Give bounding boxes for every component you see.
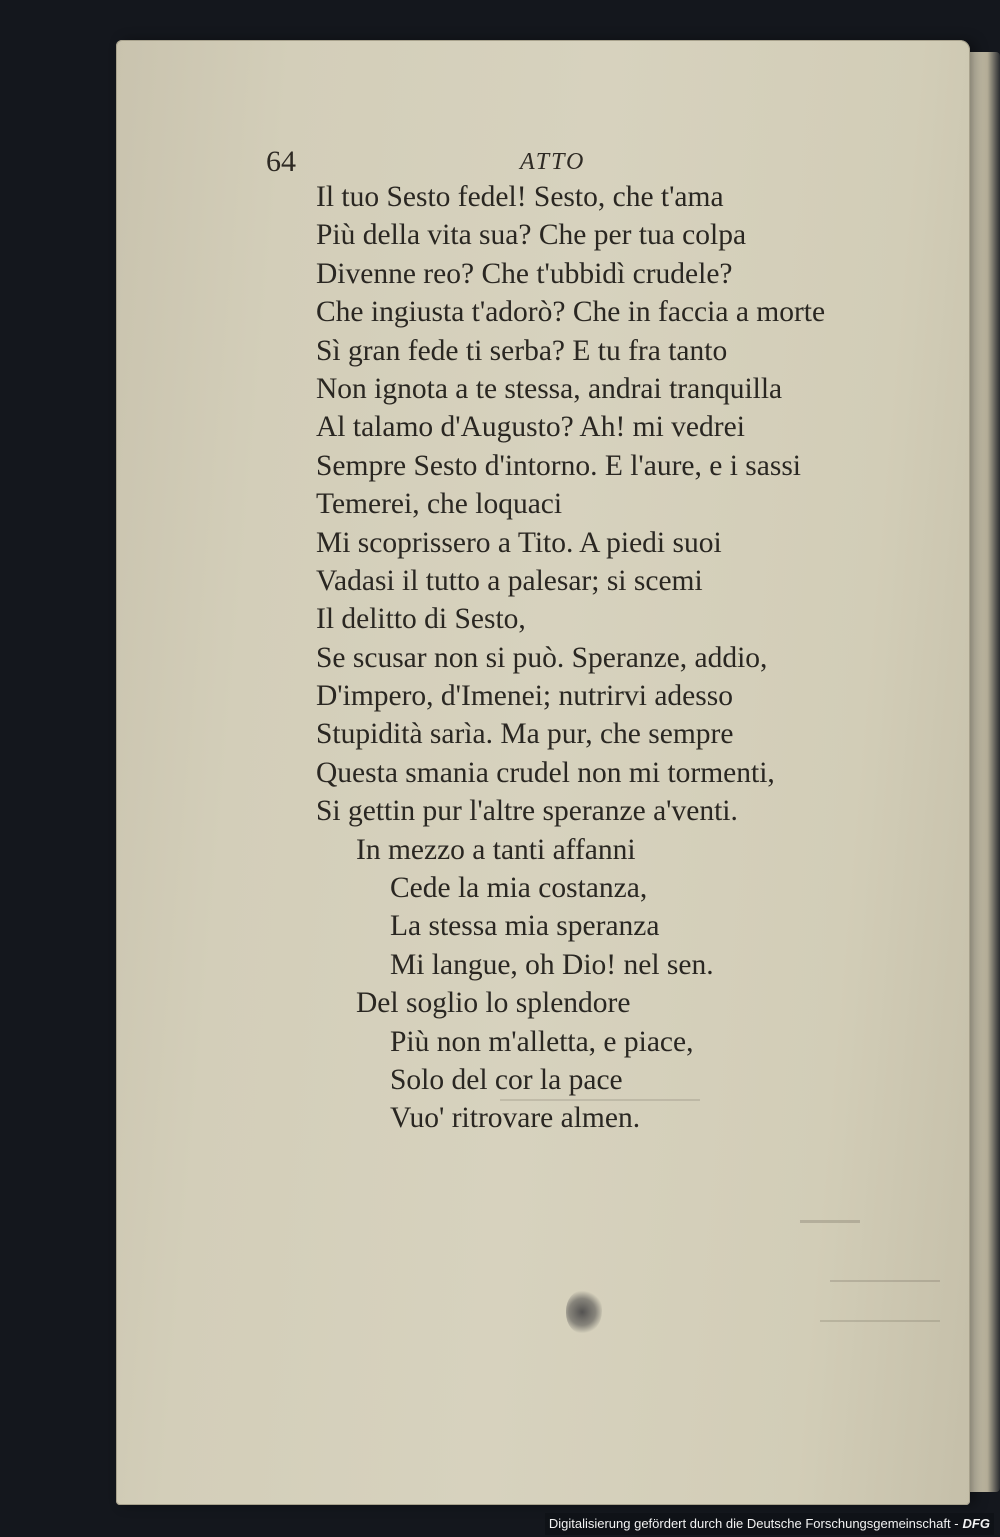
verse-line: Sempre Sesto d'intorno. E l'aure, e i sassi [316,449,802,482]
verse-line: Più della vita sua? Che per tua colpa [316,219,747,252]
verse-line: Il tuo Sesto fedel! Sesto, che t'ama [316,181,724,213]
aria-line: Vuo' ritrovare almen. [390,1102,641,1135]
show-through-mark [830,1260,940,1282]
aria-line: Mi langue, oh Dio! nel sen. [390,948,714,981]
aria-line: La stessa mia speranza [390,910,660,943]
aria-line: Più non m'alletta, e piace, [390,1025,694,1058]
verse-line: Al talamo d'Augusto? Ah! mi vedrei [316,411,745,444]
aria-line: Cede la mia costanza, [390,872,648,905]
verse-line: Questa smania crudel non mi tormenti, [316,756,775,789]
aria-line: Del soglio lo splendore [356,987,631,1020]
verse-line: Non ignota a te stessa, andrai tranquilla [316,372,783,405]
aria-line: Solo del cor la pace [390,1063,623,1096]
running-head [0,142,1000,182]
show-through-mark [820,1300,940,1322]
verse-line: Che ingiusta t'adorò? Che in faccia a morte [316,296,826,329]
verse-line: Mi scoprissero a Tito. A piedi suoi [316,526,722,559]
verse-line: Divenne reo? Che t'ubbidì crudele? [316,257,733,290]
aria-line: In mezzo a tanti affanni [356,833,636,866]
verse-line: Temerei, che loquaci [316,488,563,521]
credit-text: Digitalisierung gefördert durch die Deutsche Forschungsgemeinschaft - [548,1516,959,1531]
verse-line: D'impero, d'Imenei; nutrirvi adesso [316,680,733,713]
verse-line: Si gettin pur l'altre speranze a'venti. [316,795,738,828]
digitization-credit [545,1513,994,1535]
verse-line: Stupidità sarìa. Ma pur, che sempre [316,718,734,751]
verse-line: Sì gran fede ti serba? E tu fra tanto [316,334,728,367]
page-number: 64 [266,145,296,178]
verse-line: Vadasi il tutto a palesar; si scemi [316,564,703,597]
show-through-mark [800,1190,860,1223]
verse-line: Se scusar non si può. Speranze, addio, [316,641,768,674]
poem-text [316,178,946,1138]
running-head-title: ATTO [520,149,586,175]
verse-line: Il delitto di Sesto, [316,603,526,636]
dfg-logo: DFG [962,1516,990,1531]
